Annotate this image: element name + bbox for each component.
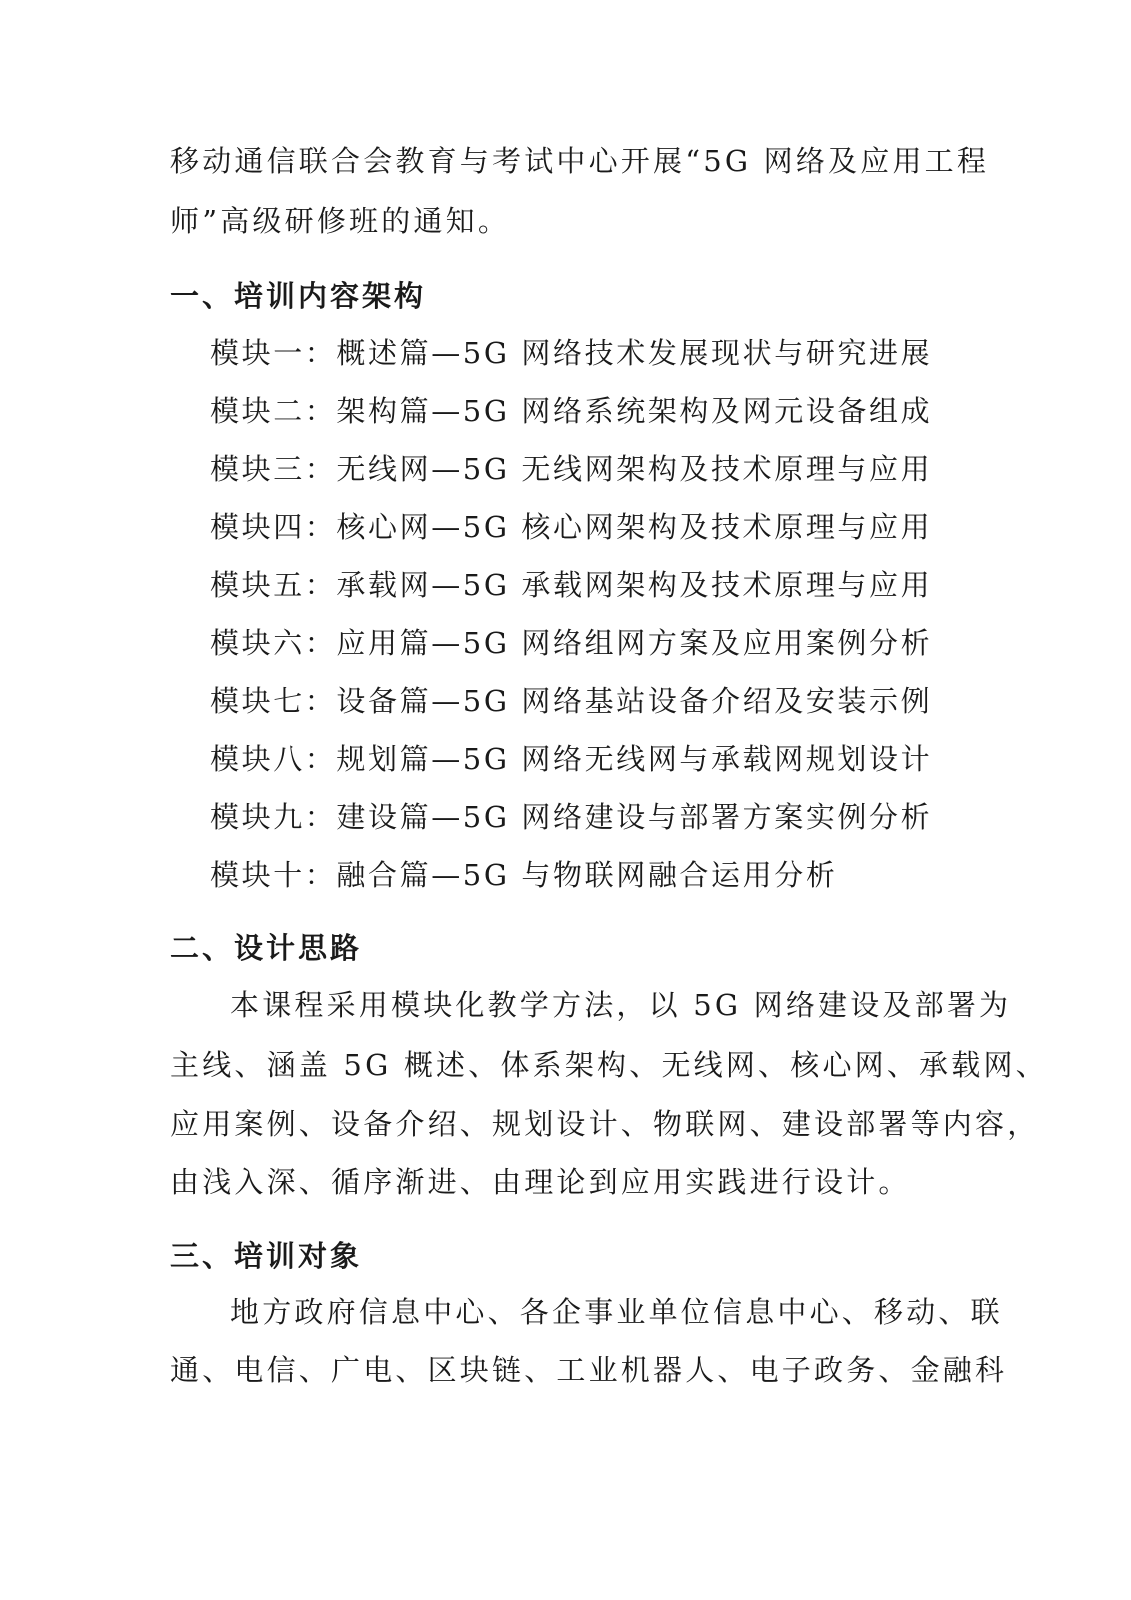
paragraph-line: 通、电信、广电、区块链、工业机器人、电子政务、金融科: [170, 1353, 1008, 1387]
paragraph-line: 由浅入深、循序渐进、由理论到应用实践进行设计。: [170, 1165, 911, 1199]
module-item: 模块十：融合篇—5G 与物联网融合运用分析: [210, 858, 838, 892]
module-item: 模块一：概述篇—5G 网络技术发展现状与研究进展: [210, 336, 933, 370]
module-item: 模块六：应用篇—5G 网络组网方案及应用案例分析: [210, 626, 933, 660]
module-item: 模块四：核心网—5G 核心网架构及技术原理与应用: [210, 510, 933, 544]
module-item: 模块五：承载网—5G 承载网架构及技术原理与应用: [210, 568, 933, 602]
section-1-heading: 一、培训内容架构: [170, 279, 427, 313]
module-item: 模块二：架构篇—5G 网络系统架构及网元设备组成: [210, 394, 933, 428]
paragraph-line: 主线、涵盖 5G 概述、体系架构、无线网、核心网、承载网、: [170, 1048, 1048, 1082]
module-item: 模块七：设备篇—5G 网络基站设备介绍及安装示例: [210, 684, 933, 718]
module-item: 模块三：无线网—5G 无线网架构及技术原理与应用: [210, 452, 933, 486]
module-item: 模块八：规划篇—5G 网络无线网与承载网规划设计: [210, 742, 933, 776]
section-3-heading: 三、培训对象: [170, 1239, 363, 1273]
module-item: 模块九：建设篇—5G 网络建设与部署方案实例分析: [210, 800, 933, 834]
section-2-heading: 二、设计思路: [170, 931, 363, 965]
paragraph-line: 本课程采用模块化教学方法，以 5G 网络建设及部署为: [230, 988, 1012, 1022]
intro-line-1: 移动通信联合会教育与考试中心开展“5G 网络及应用工程: [170, 144, 990, 178]
paragraph-line: 地方政府信息中心、各企事业单位信息中心、移动、联: [230, 1295, 1003, 1329]
paragraph-line: 应用案例、设备介绍、规划设计、物联网、建设部署等内容，: [170, 1107, 1040, 1141]
intro-line-2: 师”高级研修班的通知。: [170, 204, 511, 238]
